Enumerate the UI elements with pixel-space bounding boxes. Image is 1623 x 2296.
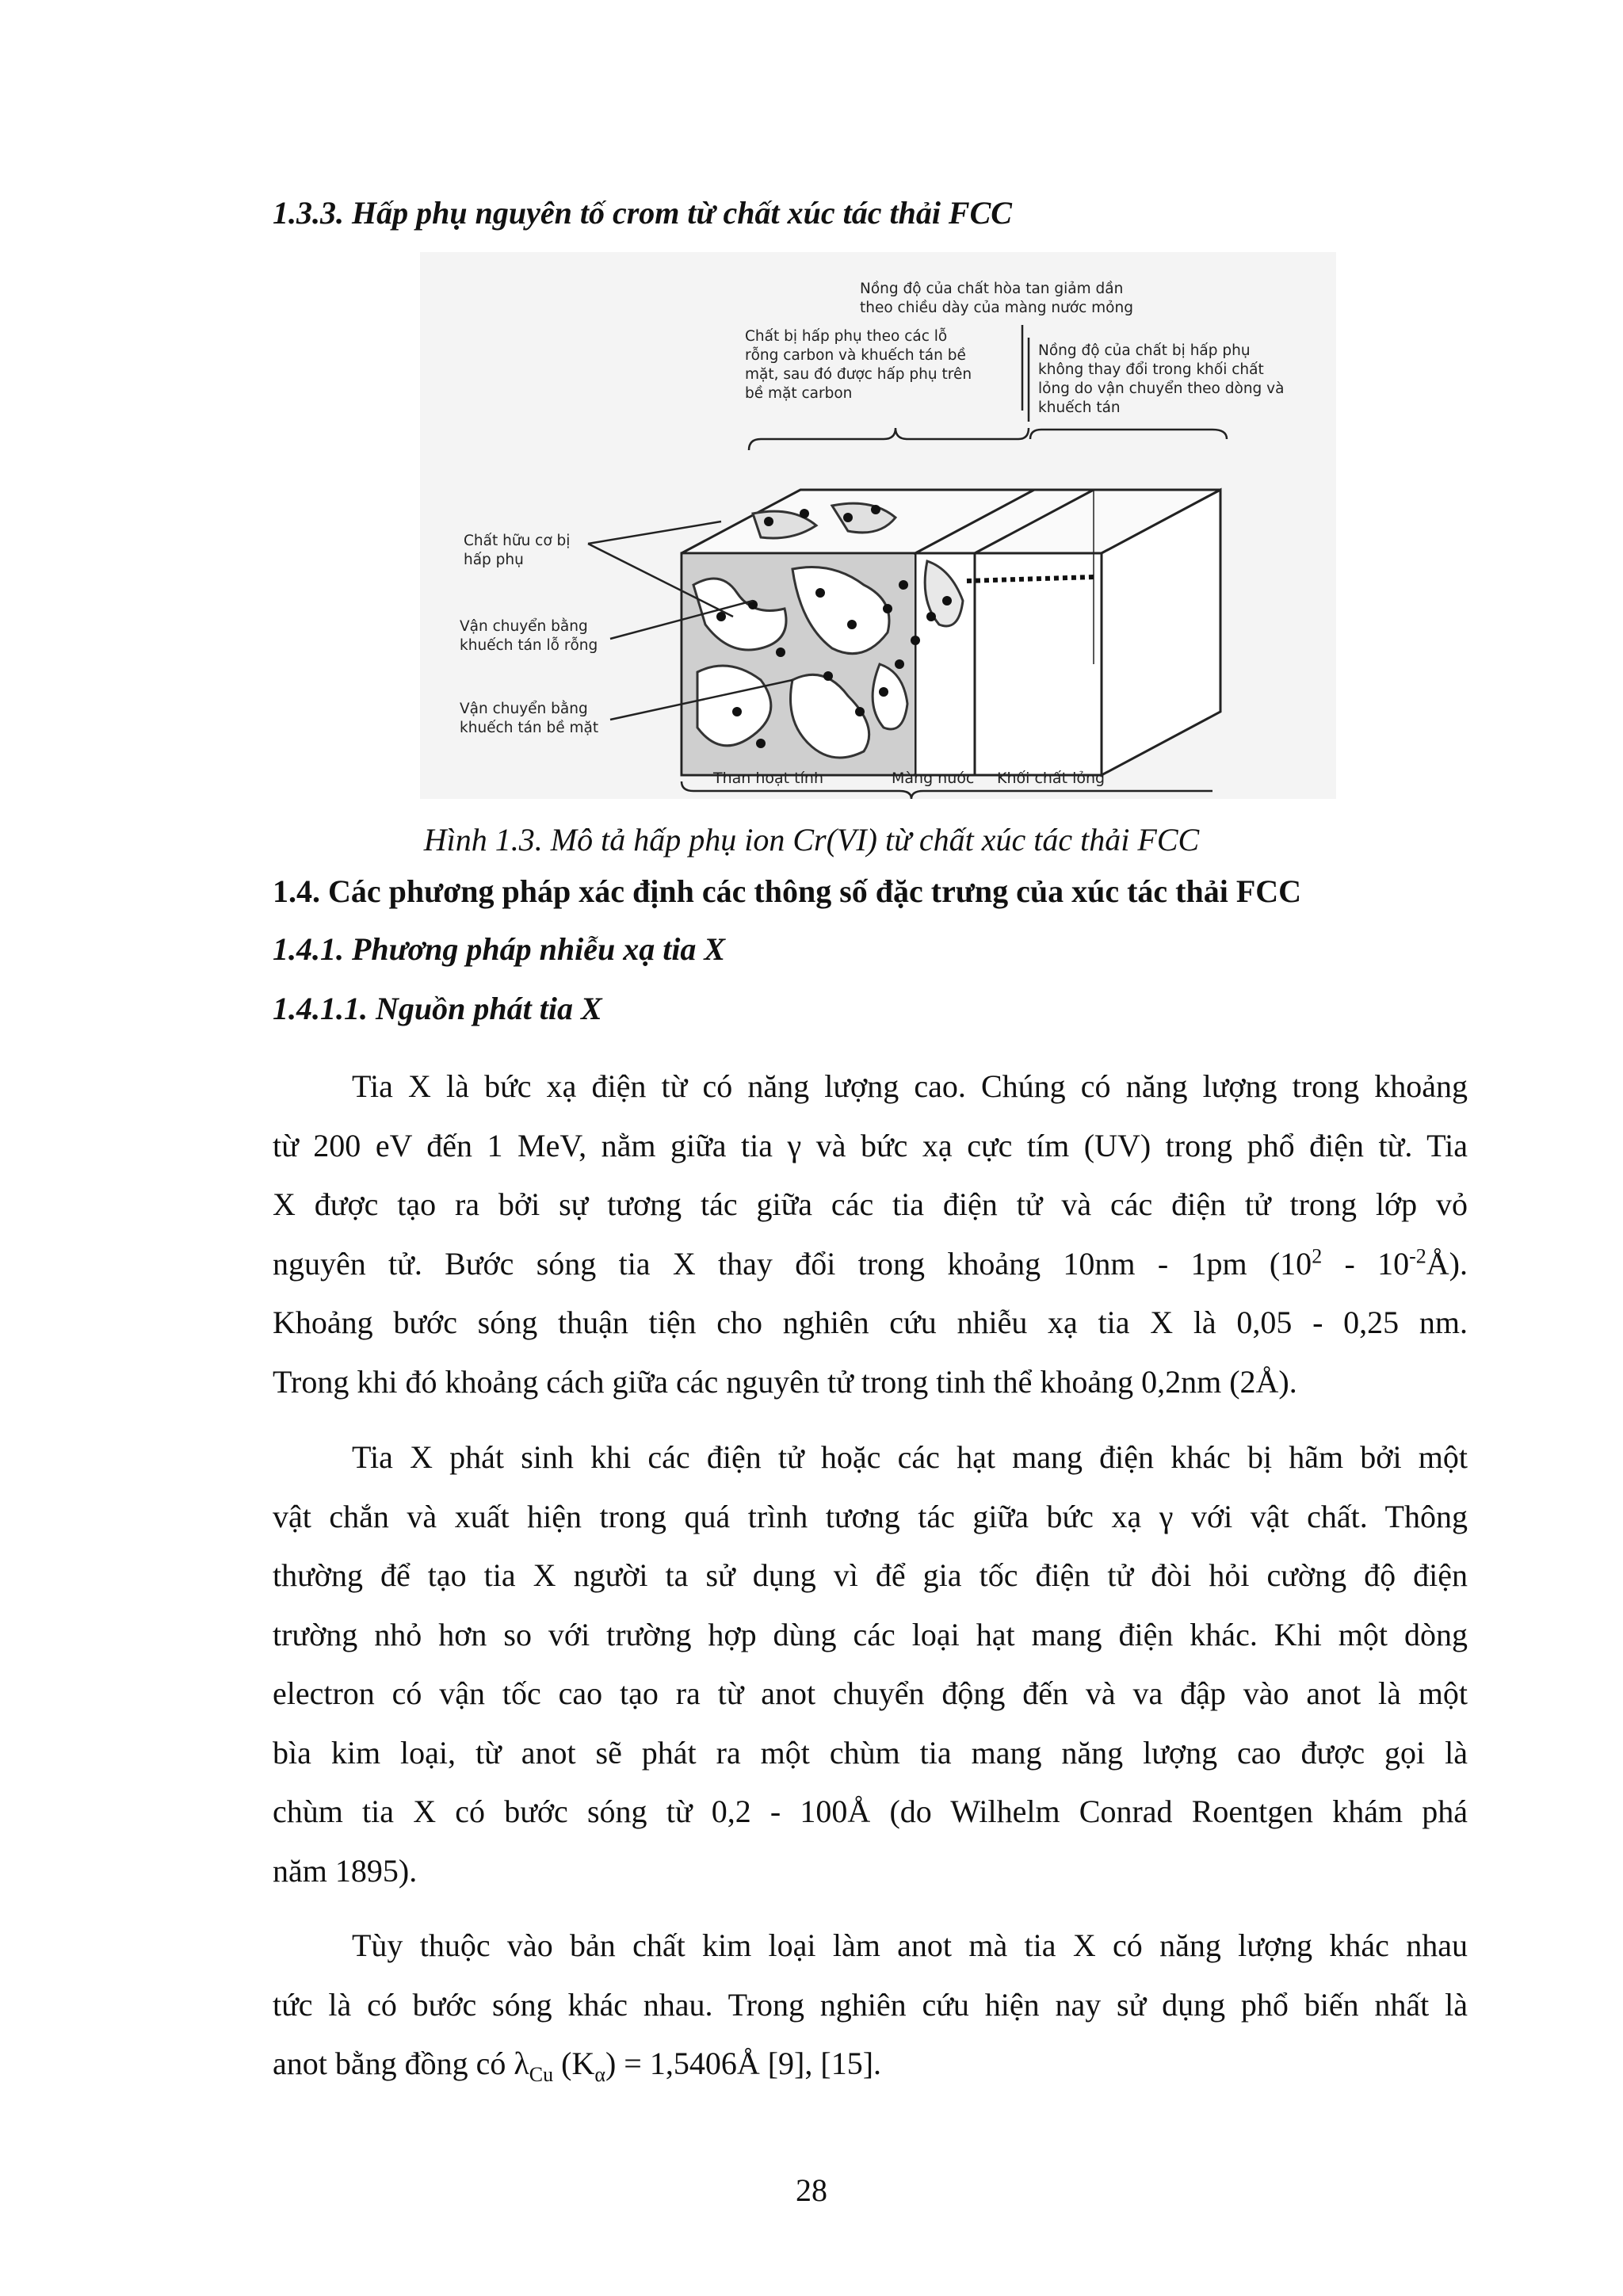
paragraph-line: từ 200 eV đến 1 MeV, nằm giữa tia γ và bức xạ cực tím (UV) trong phổ điện từ. Tia bbox=[273, 1127, 1468, 1163]
paragraph-line: chùm tia X có bước sóng từ 0,2 - 100Å (do Wilhelm Conrad Roentgen khám phá bbox=[273, 1794, 1468, 1829]
paragraph-line: trường nhỏ hơn so với trường hợp dùng các loại hạt mang điện khác. Khi một dòng bbox=[273, 1616, 1468, 1652]
label-water-film: Màng nước bbox=[892, 770, 975, 787]
paragraph-line: Tia X phát sinh khi các điện tử hoặc các hạt mang điện khác bị hãm bởi một bbox=[352, 1439, 1468, 1475]
label-left-top: Chất bị hấp phụ theo các lỗ rỗng carbon và khuếch tán bề mặt, sau đó được hấp phụ trên bề mặt carbon bbox=[745, 328, 972, 402]
paragraph-line: thường để tạo tia X người ta sử dụng vì để gia tốc điện tử đòi hỏi cường độ điện bbox=[273, 1557, 1468, 1593]
figure-caption: Hình 1.3. Mô tả hấp phụ ion Cr(VI) từ chất xúc tác thải FCC bbox=[423, 822, 1200, 858]
section-heading-1-4-1: 1.4.1. Phương pháp nhiễu xạ tia X bbox=[273, 931, 726, 967]
paragraph-line: X được tạo ra bởi sự tương tác giữa các tia điện tử và các điện tử trong lớp vỏ bbox=[273, 1186, 1468, 1222]
adsorption-figure bbox=[420, 252, 1336, 799]
paragraph-1 bbox=[273, 1057, 1468, 1412]
label-activated-carbon: Than hoạt tính bbox=[713, 770, 823, 787]
section-heading-1-4: 1.4. Các phương pháp xác định các thông số đặc trưng của xúc tác thải FCC bbox=[273, 873, 1302, 909]
section-heading-1-3-3: 1.3.3. Hấp phụ nguyên tố crom từ chất xúc tác thải FCC bbox=[273, 195, 1012, 231]
paragraph-line: Tùy thuộc vào bản chất kim loại làm anot mà tia X có năng lượng khác nhau bbox=[352, 1927, 1468, 1963]
section-heading-1-4-1-1: 1.4.1.1. Nguồn phát tia X bbox=[273, 991, 602, 1026]
paragraph-line: anot bằng đồng có $\lambda_{Cu}$ $(K_\alpha)$ = 1,5406Å [9], [15]. bbox=[273, 2046, 882, 2086]
page-number: 28 bbox=[796, 2172, 827, 2208]
paragraph-3 bbox=[273, 1916, 1468, 2094]
paragraph-line: electron có vận tốc cao tạo ra từ anot chuyển động đến và va đập vào anot là một bbox=[273, 1675, 1468, 1711]
paragraph-line: Tia X là bức xạ điện từ có năng lượng cao. Chúng có năng lượng trong khoảng bbox=[352, 1068, 1468, 1104]
paragraph-line: tức là có bước sóng khác nhau. Trong nghiên cứu hiện nay sử dụng phổ biến nhất là bbox=[273, 1986, 1468, 2023]
paragraph-line: bìa kim loại, từ anot sẽ phát ra một chùm tia mang năng lượng cao được gọi là bbox=[273, 1734, 1468, 1771]
label-right-top: Nồng độ của chất bị hấp phụ không thay đổi trong khối chất lỏng do vận chuyển theo dòng và khuếch tán bbox=[1038, 342, 1285, 416]
paragraph-line: Trong khi đó khoảng cách giữa các nguyên tử trong tinh thể khoảng 0,2nm (2Å). bbox=[273, 1363, 1297, 1400]
paragraph-line: năm 1895). bbox=[273, 1852, 418, 1889]
paragraph-line: vật chắn và xuất hiện trong quá trình tương tác giữa bức xạ γ với vật chất. Thông bbox=[273, 1498, 1468, 1534]
adsorption-diagram bbox=[420, 252, 1336, 799]
label-surface-diffusion: Vận chuyển bằng khuếch tán bề mặt bbox=[460, 701, 599, 736]
paragraph-2 bbox=[273, 1428, 1468, 1901]
paragraph-line: nguyên tử. Bước sóng tia X thay đổi trong khoảng 10nm - 1pm ($10^2$ - $10^{-2}Å$). bbox=[273, 1244, 1468, 1282]
paragraph-line: Khoảng bước sóng thuận tiện cho nghiên cứu nhiễu xạ tia X là 0,05 - 0,25 nm. bbox=[273, 1305, 1468, 1340]
label-liquid-bulk: Khối chất lỏng bbox=[997, 770, 1106, 787]
label-pore-diffusion: Vận chuyển bằng khuếch tán lỗ rỗng bbox=[460, 618, 598, 654]
label-adsorbed-organic: Chất hữu cơ bị hấp phụ bbox=[464, 533, 571, 568]
label-top: Nồng độ của chất hòa tan giảm dần theo chiều dày của màng nước mỏng bbox=[860, 281, 1133, 316]
